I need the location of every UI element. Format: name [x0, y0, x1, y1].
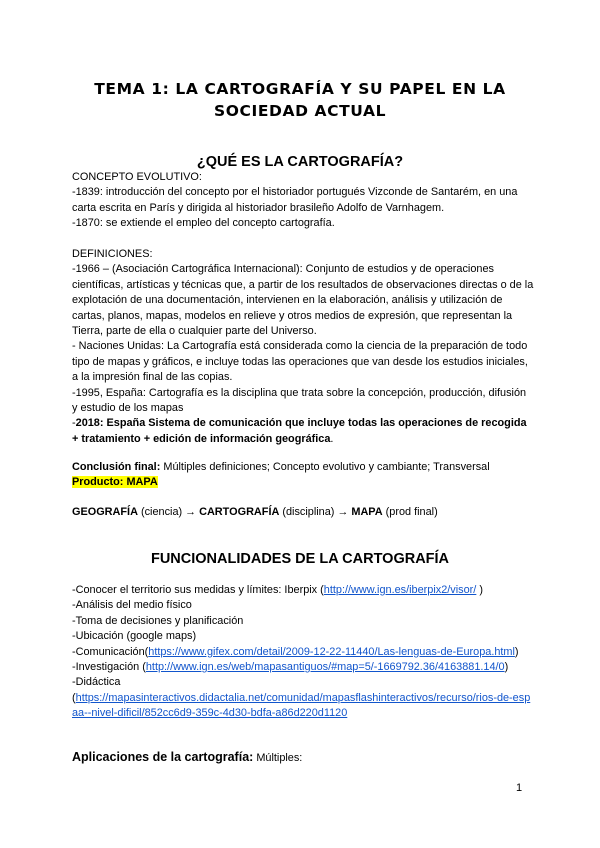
- func-item-5-end: ): [514, 645, 519, 658]
- concepto-1870: -1870: se extiende el empleo del concepto cartografía.: [72, 217, 335, 230]
- aplicaciones-label: Aplicaciones de la cartografía:: [72, 750, 254, 764]
- func-item-1: [72, 583, 534, 598]
- iberpix-link[interactable]: http://www.ign.es/iberpix2/visor/: [323, 584, 477, 596]
- section-body-funcionalidades: [72, 583, 534, 722]
- section-body-que-es: [72, 170, 534, 447]
- conclusion-label: Conclusión final:: [72, 461, 161, 473]
- definiciones-label: DEFINICIONES:: [72, 248, 153, 261]
- producto-highlight: Producto: MAPA: [72, 476, 158, 489]
- chain-line: [72, 505, 534, 520]
- concepto-label: CONCEPTO EVOLUTIVO:: [72, 171, 202, 183]
- func-item-7-open: (: [72, 691, 76, 704]
- chain-cartografia-note: (disciplina) →: [279, 506, 352, 518]
- chain-geografia: GEOGRAFÍA: [72, 506, 138, 518]
- func-item-4: -Ubicación (google maps): [72, 630, 197, 643]
- func-item-6-text: -Investigación (: [72, 661, 146, 674]
- definicion-2018-suffix: .: [330, 432, 334, 445]
- title-line-2: SOCIEDAD ACTUAL: [213, 102, 387, 120]
- aplicaciones-line: [72, 750, 534, 766]
- section-heading-funcionalidades: FUNCIONALIDADES DE LA CARTOGRAFÍA: [150, 551, 450, 567]
- aplicaciones-text: [72, 750, 534, 766]
- chain-text: [72, 505, 534, 520]
- conclusion-block: [72, 460, 534, 491]
- definicion-2018-bold: 2018: España Sistema de comunicación que incluye todas las operaciones de recogida + tratamiento + edición de información geográfica: [72, 417, 527, 445]
- producto-line: [72, 475, 534, 490]
- func-item-3: -Toma de decisiones y planificación: [72, 614, 244, 627]
- ign-mapas-antiguos-link[interactable]: http://www.ign.es/web/mapasantiguos/#map=5/-1669792.36/4163881.14/0: [145, 661, 505, 674]
- func-item-2: -Análisis del medio físico: [72, 599, 192, 612]
- didactalia-link[interactable]: https://mapasinteractivos.didactalia.net/comunidad/mapasflashinteractivos/recurso/rios-de-espaa--nivel-dificil/852cc6d9-359c-4d30-bdfa-a86d220d1120: [72, 691, 531, 720]
- conclusion-text: Múltiples definiciones; Concepto evolutivo y cambiante; Transversal: [160, 461, 490, 473]
- chain-mapa-note: (prod final): [382, 506, 438, 518]
- definicion-1966: -1966 – (Asociación Cartográfica Internacional): Conjunto de estudios y de operaciones científicas, artísticas y técnicas que, a partir de los resultados de observaciones directas o de la explotación de una documentación, intervienen en la elaboración, análisis y utilización de cartas, planos, mapas, modelos en relieve y otros medios de expresión, que representan la Tierra, parte de ella o cualquier parte del Universo.: [72, 263, 534, 338]
- document-title: [60, 78, 540, 122]
- gifex-link[interactable]: https://www.gifex.com/detail/2009-12-22-11440/Las-lenguas-de-Europa.html: [148, 645, 515, 658]
- func-item-5-text: -Comunicación(: [72, 645, 149, 658]
- definicion-2018: [72, 416, 534, 447]
- func-item-1-end: ): [476, 584, 483, 596]
- chain-cartografia: CARTOGRAFÍA: [199, 506, 280, 518]
- chain-mapa: MAPA: [351, 506, 383, 518]
- aplicaciones-value: Múltiples:: [253, 752, 303, 764]
- chain-geografia-note: (ciencia) →: [137, 506, 200, 518]
- section-heading-que-es: ¿QUÉ ES LA CARTOGRAFÍA?: [196, 154, 404, 170]
- func-item-7: -Didáctica: [72, 676, 121, 689]
- func-item-6-end: ): [504, 661, 509, 674]
- title-line-1: TEMA 1: LA CARTOGRAFÍA Y SU PAPEL EN LA: [94, 80, 506, 98]
- func-item-1-text: -Conocer el territorio sus medidas y límites: Iberpix (: [72, 584, 324, 596]
- func-item-7-link-line: [72, 691, 534, 722]
- func-item-5: [72, 645, 534, 660]
- definicion-naciones-unidas: - Naciones Unidas: La Cartografía está considerada como la ciencia de la preparación de todo tipo de mapas y gráficos, e incluye todas las operaciones que van desde los estudios iniciales, a la impresión final de las copias.: [72, 340, 528, 384]
- definicion-2018-prefix: -: [72, 417, 76, 430]
- concepto-1839: -1839: introducción del concepto por el historiador portugués Vizconde de Santarém, en una carta escrita en París y dirigida al historiador brasileño Adolfo de Varnhagem.: [72, 186, 518, 214]
- page-number: 1: [516, 782, 523, 794]
- func-item-6: [72, 660, 534, 675]
- conclusion-line: [72, 460, 534, 475]
- definicion-1995: -1995, España: Cartografía es la disciplina que trata sobre la concepción, producción, difusión y estudio de los mapas: [72, 386, 527, 415]
